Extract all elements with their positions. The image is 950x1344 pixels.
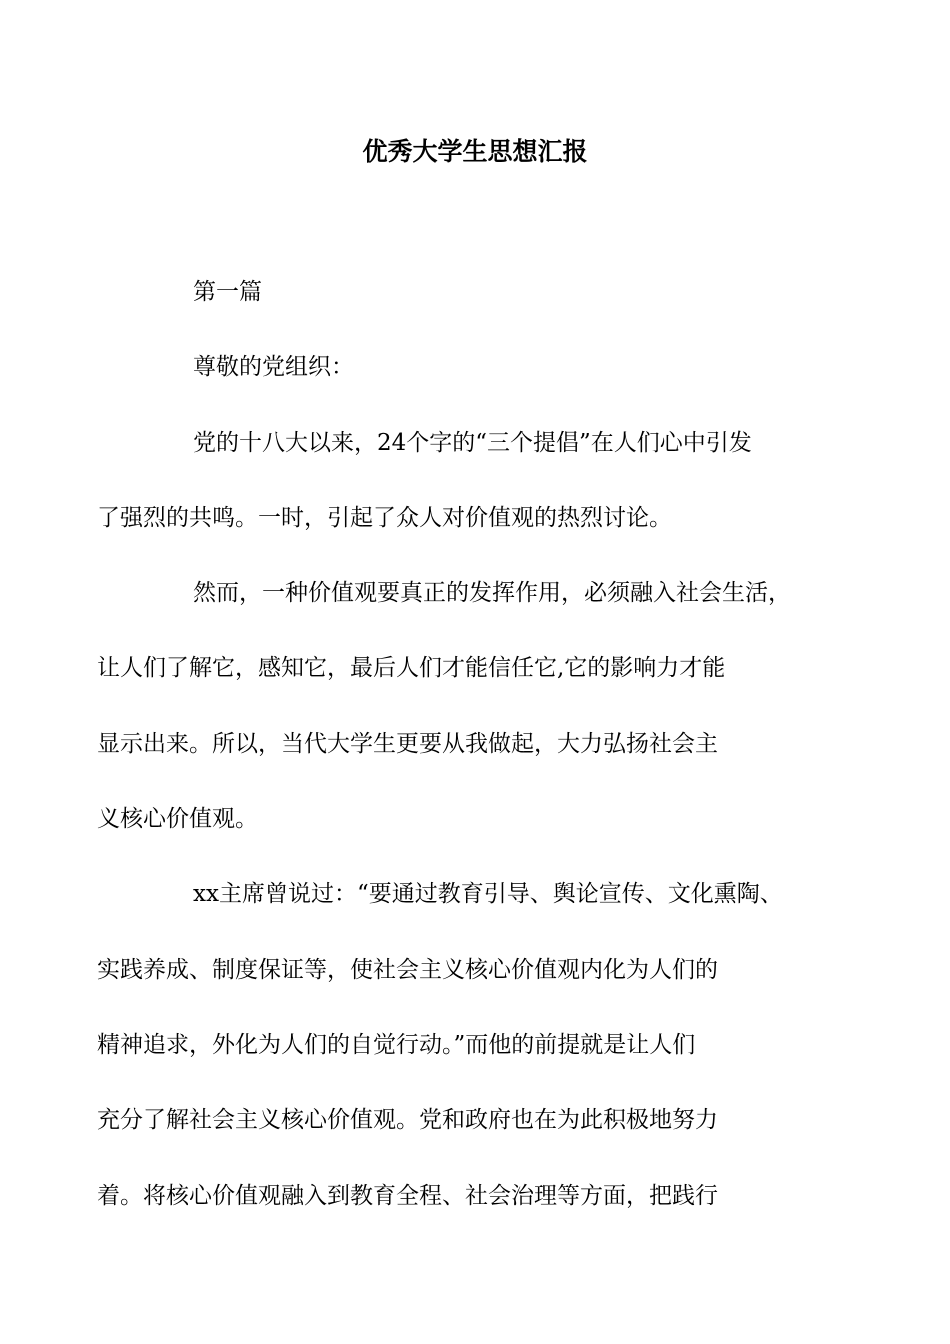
paragraph-3 (97, 857, 835, 1233)
paragraph-line: 然而，一种价值观要真正的发挥作用，必须融入社会生活， (193, 580, 791, 607)
section-heading: 第一篇 (193, 279, 262, 305)
paragraph-line: 了强烈的共鸣。一时，引起了众人对价值观的热烈讨论。 (97, 504, 672, 531)
paragraph-line: xx主席曾说过：“要通过教育引导、舆论宣传、文化熏陶、 (193, 881, 783, 908)
paragraph-line: 显示出来。所以，当代大学生更要从我做起，大力弘扬社会主 (97, 730, 718, 757)
paragraph-line: 实践养成、制度保证等，使社会主义核心价值观内化为人们的 (97, 956, 718, 983)
paragraph-line: 充分了解社会主义核心价值观。党和政府也在为此积极地努力 (97, 1107, 718, 1134)
paragraph-line: 着。将核心价值观融入到教育全程、社会治理等方面，把践行 (97, 1182, 718, 1209)
paragraph-line: 精神追求，外化为人们的自觉行动。”而他的前提就是让人们 (97, 1031, 696, 1058)
paragraph-line: 让人们了解它，感知它，最后人们才能信任它,它的影响力才能 (97, 655, 726, 682)
document-title: 优秀大学生思想汇报 (362, 137, 588, 166)
salutation: 尊敬的党组织： (193, 354, 354, 381)
paragraph-2 (97, 556, 835, 857)
document-body (97, 255, 835, 1234)
paragraph-1 (97, 406, 835, 557)
paragraph-line: 义核心价值观。 (97, 806, 258, 833)
paragraph-line: 党的十八大以来，24个字的“三个提倡”在人们心中引发 (193, 429, 752, 456)
